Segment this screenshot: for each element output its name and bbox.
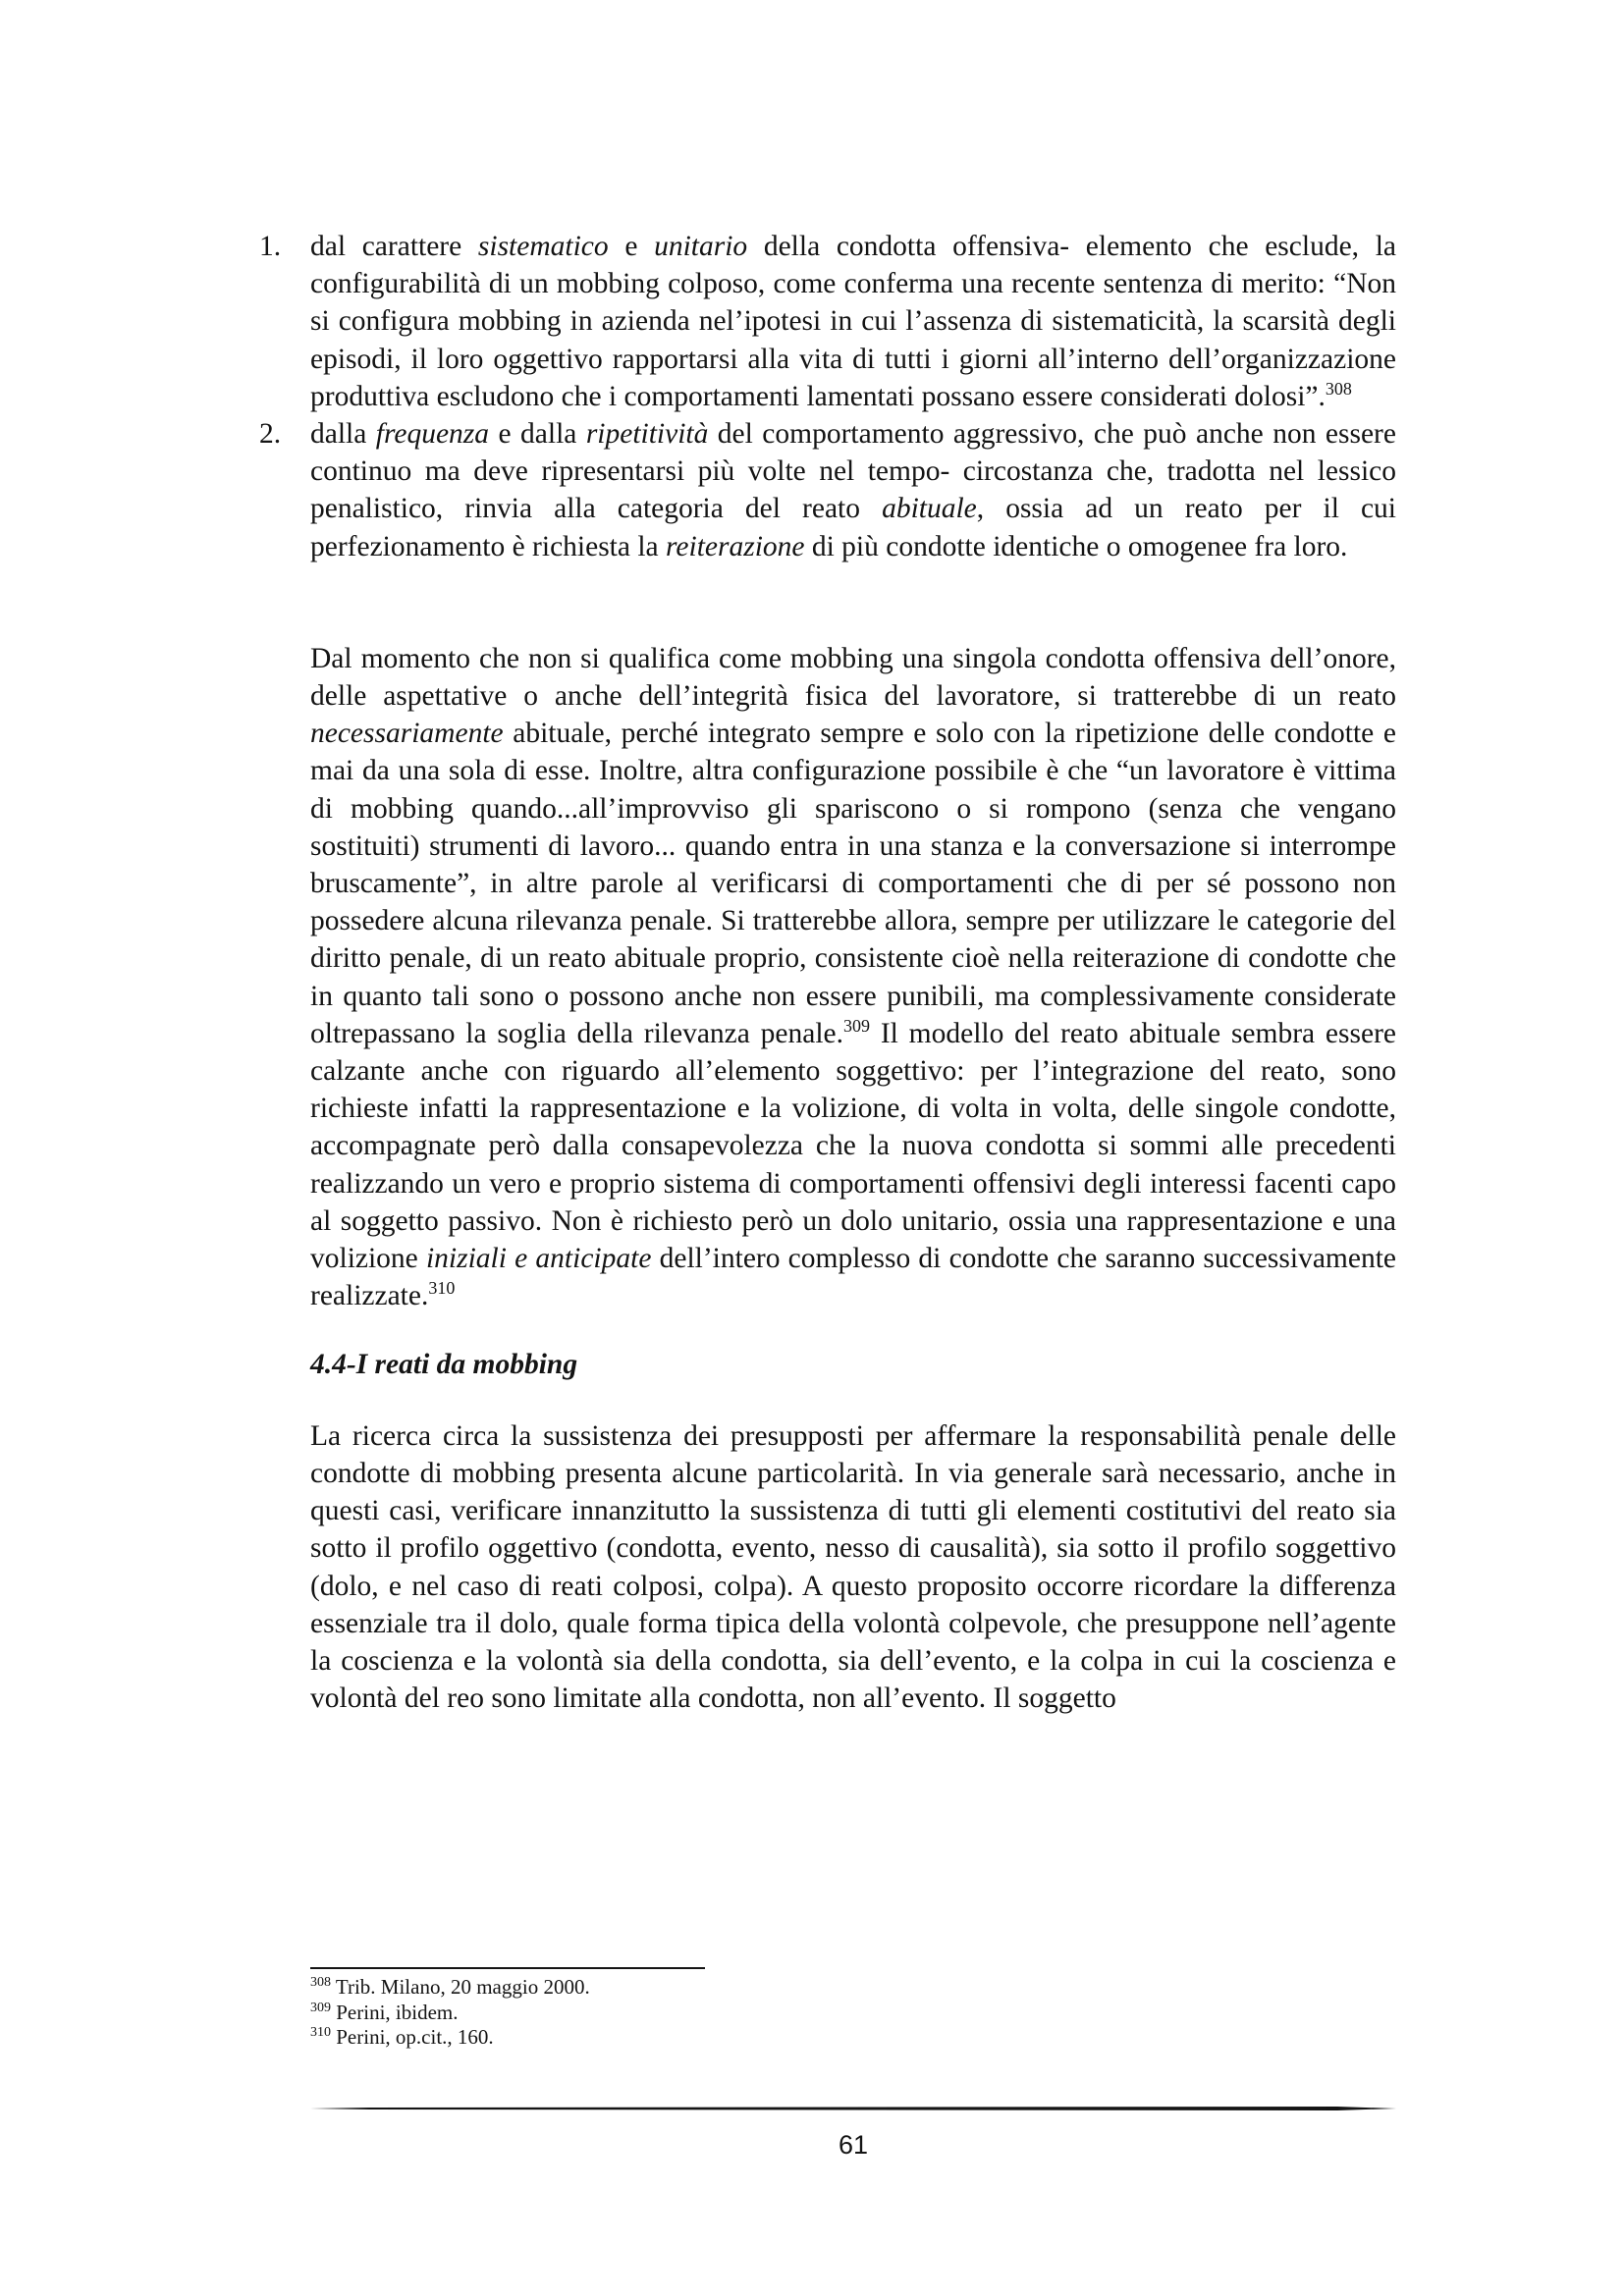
text-run: dalla <box>310 418 376 451</box>
text-run: del comportamento aggressivo, che può anche non essere continuo ma deve ripresentarsi più volte nel tempo- circostanza che, tradotta nel lessico penalistico, rinvia alla categoria del reato <box>310 418 1396 525</box>
text-run: , ossia ad un reato per il cui perfezionamento è richiesta la <box>310 493 1396 562</box>
body-text <box>259 228 1397 1717</box>
emphasis-text: iniziali e anticipate <box>425 1243 652 1275</box>
emphasis-text: reiterazione <box>666 530 805 562</box>
text-run: dal carattere <box>310 231 478 262</box>
text-run: La ricerca circa la sussistenza dei presupposti per affermare la responsabilità penale delle condotte di mobbing presenta alcune particolarità. In via generale sarà necessario, anche in questi casi, verificare innanzitutto la sussistenza di tutti gli elementi costitutivi del reato sia sotto il profilo oggettivo (condotta, evento, nesso di causalità), sia sotto il profilo soggettivo (dolo, e nel caso di reati colposi, colpa). A questo proposito occorre ricordare la differenza essenziale tra il dolo, quale forma tipica della volontà colpevole, che presuppone nell’agente la coscienza e la volontà sia della condotta, sia dell’evento, e la colpa in cui la coscienza e volontà del reo sono limitate alla condotta, non all’evento. Il soggetto <box>310 1419 1396 1715</box>
list-item-text <box>310 418 1396 562</box>
footnotes <box>310 1975 1096 2051</box>
text-run: Dal momento che non si qualifica come mobbing una singola condotta offensiva dell’onore, delle aspettative o anche dell’integrità fisica del lavoratore, si tratterebbe di un reato <box>310 642 1396 713</box>
text-run: della condotta offensiva- elemento che esclude, la configurabilità di un mobbing colposo, come conferma una recente sentenza di merito: “Non si configura mobbing in azienda nel’ipotesi in cui l’assenza di sistematicità, la scarsità degli episodi, il loro oggettivo rapportarsi alla vita di tutti i giorni all’interno dell’organizzazione produttiva escludono che i comportamenti lamentati possano essere considerati dolosi”. <box>310 231 1396 412</box>
text-run: e <box>608 231 655 262</box>
text-run: e dalla <box>489 418 586 451</box>
list-item-number: 1. <box>259 231 282 262</box>
text-run: di più condotte identiche o omogenee fra loro. <box>804 530 1348 562</box>
emphasis-text: frequenza <box>375 418 490 451</box>
body-paragraph <box>310 640 1396 1315</box>
list-item-text <box>310 231 1396 412</box>
footnote-number: 308 <box>310 1975 331 1990</box>
emphasis-text: necessariamente <box>310 718 504 750</box>
footnote <box>310 2025 1096 2051</box>
body-paragraph <box>310 1417 1396 1718</box>
footnote-separator <box>310 1967 705 1969</box>
list-item <box>259 228 1396 415</box>
numbered-list <box>259 228 1396 565</box>
page-number: 61 <box>838 2130 869 2160</box>
footnote-ref: 309 <box>843 1015 871 1036</box>
text-run: abituale, perché integrato sempre e solo con la ripetizione delle condotte e mai da una sola di esse. Inoltre, altra configurazione possibile è che “un lavoratore è vittima di mobbing quando...all’improvviso gli spariscono o si rompono (senza che vengano sostituiti) strumenti di lavoro... quando entra in una stanza e la conversazione si interrompe bruscamente”, in altre parole al verificarsi di comportamenti che di per sé possono non possedere alcuna rilevanza penale. Si tratterebbe allora, sempre per utilizzare le categorie del diritto penale, di un reato abituale proprio, consistente cioè nella reiterazione di condotte che in quanto tali sono o possono anche non essere punibili, ma complessivamente considerate oltrepassano la soglia della rilevanza penale. <box>310 718 1396 1049</box>
emphasis-text: sistematico <box>477 231 609 262</box>
section-heading: 4.4-I reati da mobbing <box>310 1349 578 1381</box>
emphasis-text: ripetitività <box>585 418 709 451</box>
footer-rule <box>310 2106 1396 2111</box>
footnote-number: 309 <box>310 2000 331 2015</box>
footnote-number: 310 <box>310 2025 331 2040</box>
emphasis-text: abituale <box>882 493 977 525</box>
text-run: dell’intero complesso di condotte che saranno successivamente realizzate. <box>310 1243 1397 1312</box>
footnote-ref: 310 <box>428 1278 456 1299</box>
list-item-number: 2. <box>259 418 282 451</box>
footnote <box>310 1975 1096 2001</box>
footnote-text: Perini, op.cit., 160. <box>331 2025 494 2049</box>
footnote <box>310 2001 1096 2026</box>
text-run: Il modello del reato abituale sembra essere calzante anche con riguardo all’elemento soggettivo: per l’integrazione del reato, sono richieste infatti la rappresentazione e la volizione, di volta in volta, delle singole condotte, accompagnate però dalla consapevolezza che la nuova condotta si sommi alle precedenti realizzando un vero e proprio sistema di comportamenti offensivi degli interessi facenti capo al soggetto passivo. Non è richiesto però un dolo unitario, ossia una rappresentazione e una volizione <box>310 1017 1397 1275</box>
list-item <box>259 415 1396 565</box>
footnote-ref: 308 <box>1325 378 1352 399</box>
emphasis-text: unitario <box>654 231 748 262</box>
footnote-text: Trib. Milano, 20 maggio 2000. <box>331 1975 590 1999</box>
footnote-text: Perini, ibidem. <box>331 2000 459 2024</box>
